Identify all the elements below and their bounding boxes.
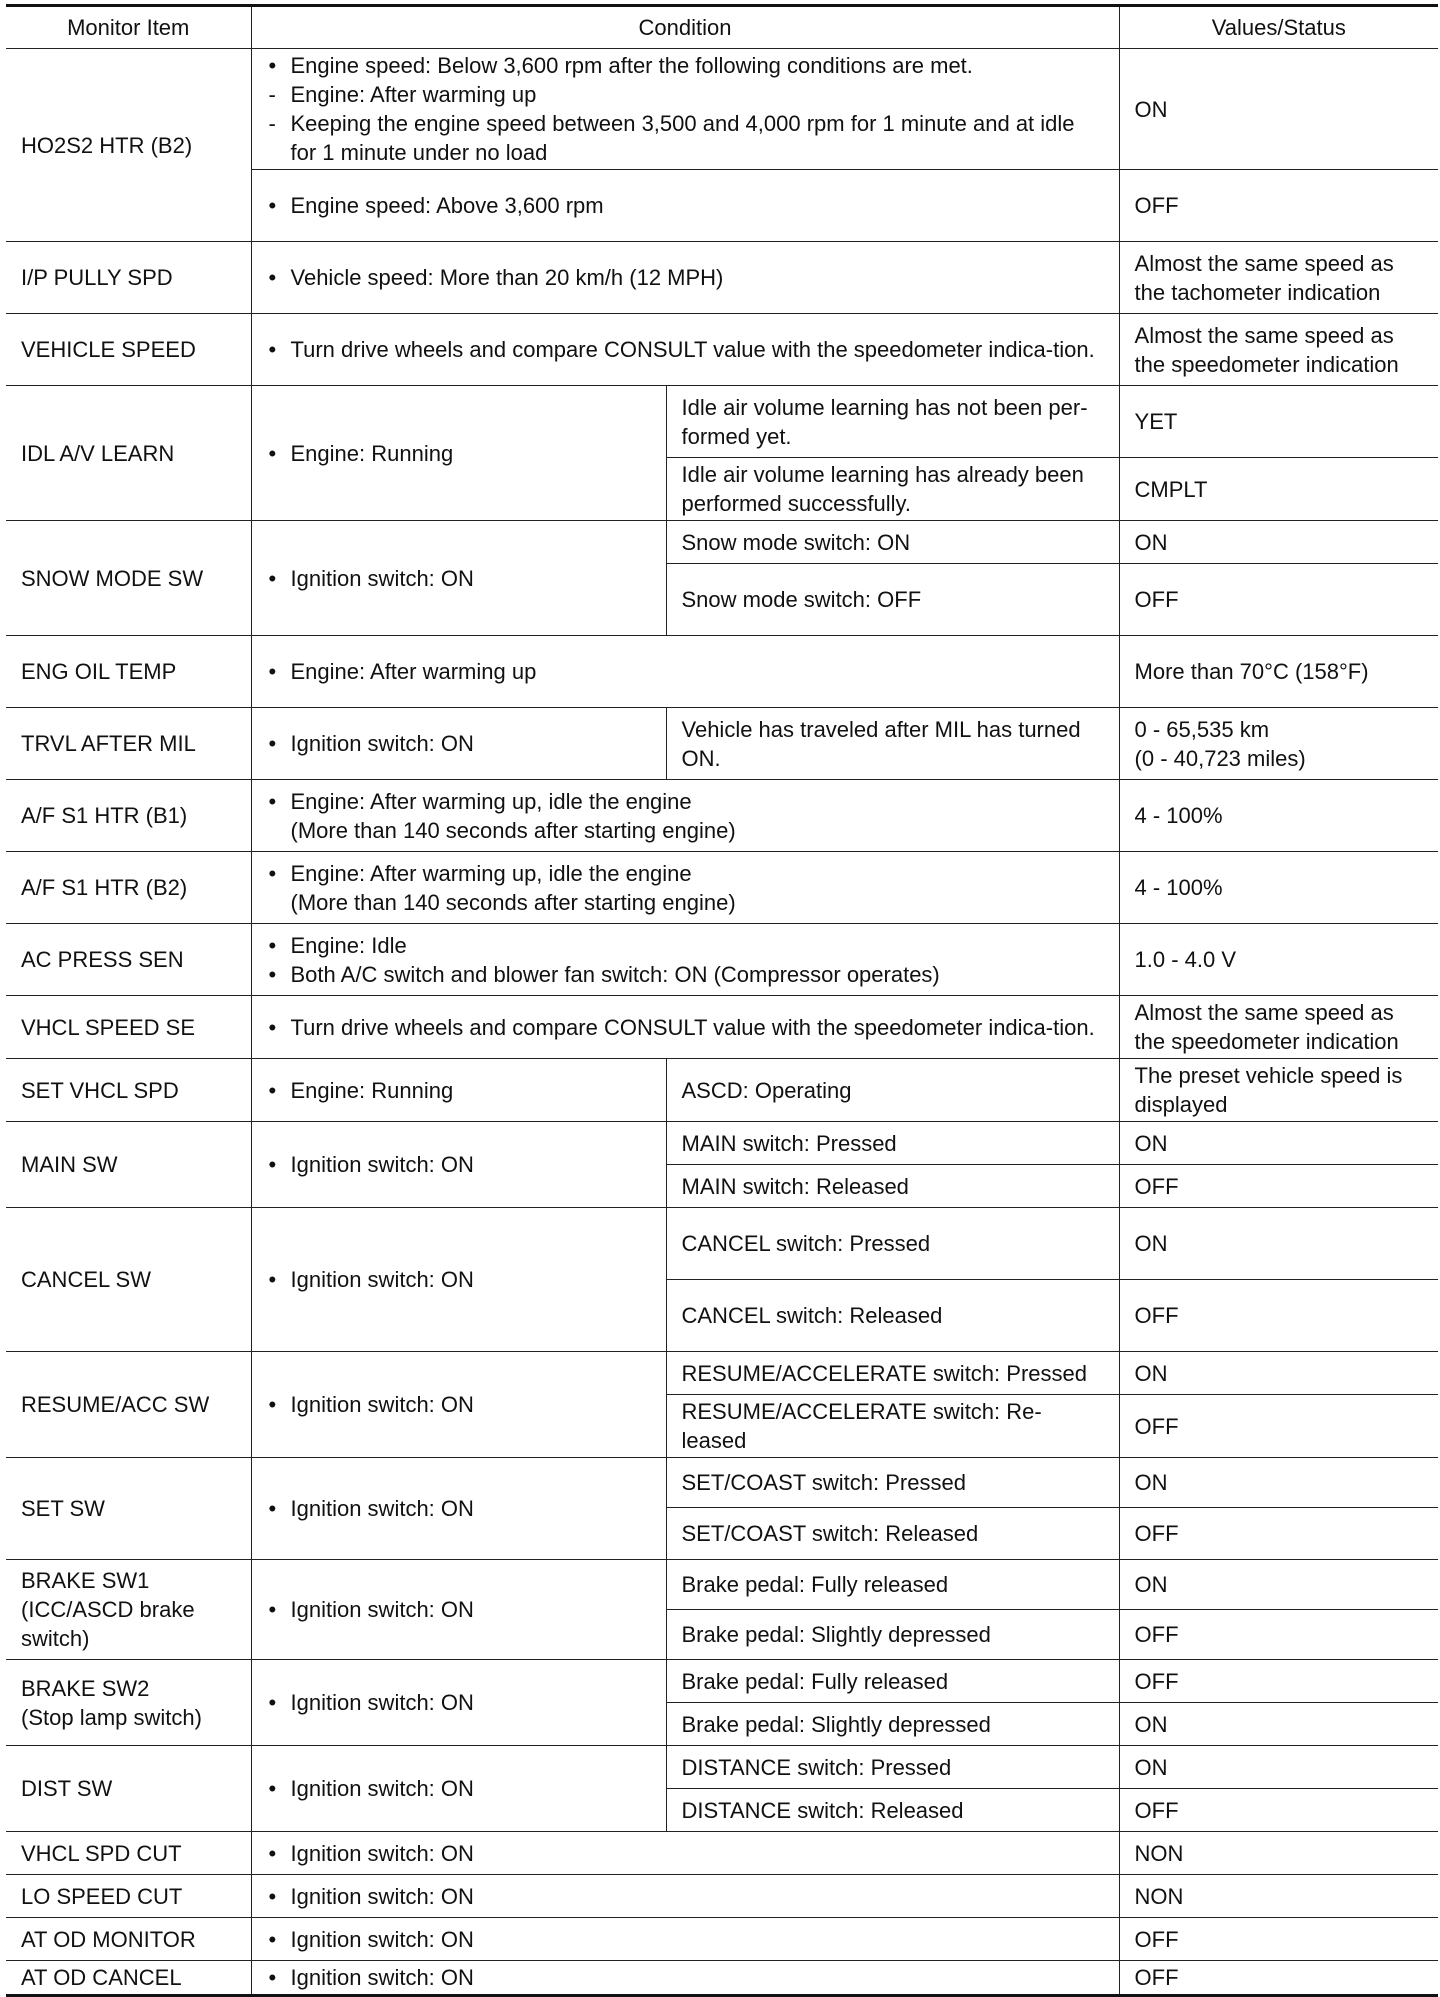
condition-text: • Engine: Idle — [267, 931, 1104, 960]
condition-bullet-list — [267, 1013, 1104, 1042]
sub-condition: DISTANCE switch: Released — [666, 1789, 1119, 1832]
condition-text: • Ignition switch: ON — [267, 1150, 651, 1179]
table-row — [6, 1660, 1438, 1703]
condition-bullet-list — [267, 1595, 651, 1624]
condition-text: • Engine: Running — [267, 439, 651, 468]
monitor-item: A/F S1 HTR (B1) — [6, 780, 251, 852]
condition-bullet-list — [267, 1839, 1104, 1868]
value-status: More than 70°C (158°F) — [1119, 636, 1438, 708]
table-body — [6, 6, 1438, 1996]
sub-condition: RESUME/ACCELERATE switch: Pressed — [666, 1352, 1119, 1395]
condition-bullet-list — [267, 1688, 651, 1717]
monitor-item: IDL A/V LEARN — [6, 386, 251, 521]
condition-bullet-list — [267, 191, 1104, 220]
table-row — [6, 852, 1438, 924]
table-row — [6, 521, 1438, 564]
value-status: The preset vehicle speed is displayed — [1119, 1059, 1438, 1122]
header-condition: Condition — [251, 6, 1119, 49]
sub-condition: ASCD: Operating — [666, 1059, 1119, 1122]
condition-bullet-list — [267, 335, 1104, 364]
value-status: OFF — [1119, 1660, 1438, 1703]
condition-bullet-list — [267, 1494, 651, 1523]
table-row — [6, 780, 1438, 852]
monitor-item: BRAKE SW2 (Stop lamp switch) — [6, 1660, 251, 1746]
monitor-item: RESUME/ACC SW — [6, 1352, 251, 1458]
condition-bullet-list — [267, 51, 1104, 167]
table-row — [6, 1458, 1438, 1508]
condition-cell — [251, 1352, 666, 1458]
value-status: NON — [1119, 1875, 1438, 1918]
table-row — [6, 1560, 1438, 1610]
condition-text: • Engine: After warming up, idle the engine (More than 140 seconds after starting engine) — [267, 787, 1104, 845]
sub-condition: MAIN switch: Released — [666, 1165, 1119, 1208]
value-status: ON — [1119, 1560, 1438, 1610]
condition-text: • Turn drive wheels and compare CONSULT value with the speedometer indica-tion. — [267, 335, 1104, 364]
condition-cell — [251, 1122, 666, 1208]
sub-condition: Brake pedal: Fully released — [666, 1660, 1119, 1703]
table-row — [6, 636, 1438, 708]
condition-cell — [251, 780, 1119, 852]
condition-cell — [251, 521, 666, 636]
condition-bullet-list — [267, 439, 651, 468]
condition-cell — [251, 1918, 1119, 1961]
monitor-item: VEHICLE SPEED — [6, 314, 251, 386]
condition-bullet-list — [267, 1882, 1104, 1911]
table-row — [6, 1961, 1438, 1996]
condition-bullet-list — [267, 1265, 651, 1294]
table-row — [6, 1122, 1438, 1165]
monitor-item: VHCL SPD CUT — [6, 1832, 251, 1875]
value-status: 1.0 - 4.0 V — [1119, 924, 1438, 996]
value-status: ON — [1119, 1703, 1438, 1746]
condition-cell — [251, 170, 1119, 242]
condition-text: - Engine: After warming up — [267, 80, 1104, 109]
sub-condition: DISTANCE switch: Pressed — [666, 1746, 1119, 1789]
condition-bullet-list — [267, 931, 1104, 989]
condition-bullet-list — [267, 657, 1104, 686]
value-status: ON — [1119, 1122, 1438, 1165]
condition-cell — [251, 1746, 666, 1832]
sub-condition: CANCEL switch: Pressed — [666, 1208, 1119, 1280]
value-status: ON — [1119, 1352, 1438, 1395]
table-row — [6, 1918, 1438, 1961]
condition-cell — [251, 1059, 666, 1122]
monitor-item: LO SPEED CUT — [6, 1875, 251, 1918]
table-row — [6, 924, 1438, 996]
value-status: ON — [1119, 1746, 1438, 1789]
value-status: OFF — [1119, 1918, 1438, 1961]
table-row — [6, 996, 1438, 1059]
monitor-item: BRAKE SW1 (ICC/ASCD brake switch) — [6, 1560, 251, 1660]
condition-cell — [251, 386, 666, 521]
monitor-item: CANCEL SW — [6, 1208, 251, 1352]
sub-condition: SET/COAST switch: Released — [666, 1508, 1119, 1560]
monitor-item: AC PRESS SEN — [6, 924, 251, 996]
condition-bullet-list — [267, 1076, 651, 1105]
sub-condition: Brake pedal: Slightly depressed — [666, 1610, 1119, 1660]
table-row — [6, 49, 1438, 170]
monitor-item: A/F S1 HTR (B2) — [6, 852, 251, 924]
monitor-item: AT OD MONITOR — [6, 1918, 251, 1961]
value-status: OFF — [1119, 1165, 1438, 1208]
condition-text: • Ignition switch: ON — [267, 1595, 651, 1624]
sub-condition: Vehicle has traveled after MIL has turned ON. — [666, 708, 1119, 780]
condition-text: • Ignition switch: ON — [267, 1494, 651, 1523]
sub-condition: CANCEL switch: Released — [666, 1280, 1119, 1352]
condition-cell — [251, 1832, 1119, 1875]
condition-bullet-list — [267, 263, 1104, 292]
condition-cell — [251, 924, 1119, 996]
value-status: OFF — [1119, 1610, 1438, 1660]
condition-text: • Ignition switch: ON — [267, 729, 651, 758]
condition-bullet-list — [267, 1150, 651, 1179]
value-status: ON — [1119, 1458, 1438, 1508]
condition-text: • Ignition switch: ON — [267, 1963, 1104, 1992]
header-row — [6, 6, 1438, 49]
condition-cell — [251, 852, 1119, 924]
condition-cell — [251, 636, 1119, 708]
sub-condition: Snow mode switch: ON — [666, 521, 1119, 564]
value-status: ON — [1119, 49, 1438, 170]
value-status: OFF — [1119, 1961, 1438, 1996]
condition-cell — [251, 1560, 666, 1660]
condition-cell — [251, 314, 1119, 386]
condition-cell — [251, 996, 1119, 1059]
condition-bullet-list — [267, 859, 1104, 917]
value-status: NON — [1119, 1832, 1438, 1875]
value-status: ON — [1119, 521, 1438, 564]
condition-bullet-list — [267, 1963, 1104, 1992]
value-status: Almost the same speed as the tachometer indication — [1119, 242, 1438, 314]
condition-cell — [251, 1660, 666, 1746]
condition-text: - Keeping the engine speed between 3,500 and 4,000 rpm for 1 minute and at idle for 1 minute under no load — [267, 109, 1104, 167]
table-row — [6, 1352, 1438, 1395]
monitor-item: TRVL AFTER MIL — [6, 708, 251, 780]
header-monitor-item: Monitor Item — [6, 6, 251, 49]
condition-bullet-list — [267, 1925, 1104, 1954]
condition-text: • Ignition switch: ON — [267, 1925, 1104, 1954]
value-status: ON — [1119, 1208, 1438, 1280]
value-status: Almost the same speed as the speedometer indication — [1119, 314, 1438, 386]
table-row — [6, 386, 1438, 458]
value-status: OFF — [1119, 1280, 1438, 1352]
table-row — [6, 1832, 1438, 1875]
monitor-item: DIST SW — [6, 1746, 251, 1832]
condition-text: • Ignition switch: ON — [267, 1774, 651, 1803]
condition-cell — [251, 242, 1119, 314]
table-row — [6, 1059, 1438, 1122]
sub-condition: Brake pedal: Slightly depressed — [666, 1703, 1119, 1746]
condition-text: • Ignition switch: ON — [267, 1688, 651, 1717]
sub-condition: MAIN switch: Pressed — [666, 1122, 1119, 1165]
condition-bullet-list — [267, 564, 651, 593]
condition-bullet-list — [267, 729, 651, 758]
condition-cell — [251, 1208, 666, 1352]
sub-condition: Snow mode switch: OFF — [666, 564, 1119, 636]
value-status: 4 - 100% — [1119, 780, 1438, 852]
sub-condition: Idle air volume learning has not been per-formed yet. — [666, 386, 1119, 458]
condition-text: • Ignition switch: ON — [267, 1390, 651, 1419]
value-status: OFF — [1119, 1395, 1438, 1458]
sub-condition: Brake pedal: Fully released — [666, 1560, 1119, 1610]
monitor-item: SET SW — [6, 1458, 251, 1560]
condition-bullet-list — [267, 787, 1104, 845]
value-status: YET — [1119, 386, 1438, 458]
value-status: Almost the same speed as the speedometer indication — [1119, 996, 1438, 1059]
monitor-item: MAIN SW — [6, 1122, 251, 1208]
condition-text: • Both A/C switch and blower fan switch: ON (Compressor operates) — [267, 960, 1104, 989]
monitor-item: AT OD CANCEL — [6, 1961, 251, 1996]
condition-text: • Vehicle speed: More than 20 km/h (12 MPH) — [267, 263, 1104, 292]
monitor-item: ENG OIL TEMP — [6, 636, 251, 708]
table-row — [6, 1875, 1438, 1918]
condition-text: • Engine speed: Above 3,600 rpm — [267, 191, 1104, 220]
condition-text: • Ignition switch: ON — [267, 1265, 651, 1294]
value-status: CMPLT — [1119, 458, 1438, 521]
condition-text: • Engine: After warming up, idle the engine (More than 140 seconds after starting engine) — [267, 859, 1104, 917]
condition-text: • Ignition switch: ON — [267, 564, 651, 593]
condition-cell — [251, 1458, 666, 1560]
monitor-item: I/P PULLY SPD — [6, 242, 251, 314]
value-status: OFF — [1119, 1789, 1438, 1832]
condition-text: • Ignition switch: ON — [267, 1882, 1104, 1911]
condition-cell — [251, 1961, 1119, 1996]
value-status: OFF — [1119, 170, 1438, 242]
monitor-item: HO2S2 HTR (B2) — [6, 49, 251, 242]
header-values-status: Values/Status — [1119, 6, 1438, 49]
table-row — [6, 708, 1438, 780]
condition-cell — [251, 49, 1119, 170]
value-status: OFF — [1119, 1508, 1438, 1560]
condition-bullet-list — [267, 1774, 651, 1803]
value-status: 0 - 65,535 km (0 - 40,723 miles) — [1119, 708, 1438, 780]
monitor-item: SET VHCL SPD — [6, 1059, 251, 1122]
condition-text: • Engine speed: Below 3,600 rpm after the following conditions are met. — [267, 51, 1104, 80]
table-row — [6, 242, 1438, 314]
condition-text: • Engine: After warming up — [267, 657, 1104, 686]
condition-text: • Ignition switch: ON — [267, 1839, 1104, 1868]
table-row — [6, 314, 1438, 386]
table-row — [6, 1208, 1438, 1280]
monitor-item: VHCL SPEED SE — [6, 996, 251, 1059]
value-status: 4 - 100% — [1119, 852, 1438, 924]
table-row — [6, 1746, 1438, 1789]
monitor-item: SNOW MODE SW — [6, 521, 251, 636]
sub-condition: Idle air volume learning has already been performed successfully. — [666, 458, 1119, 521]
monitor-item-table — [6, 4, 1438, 1997]
sub-condition: SET/COAST switch: Pressed — [666, 1458, 1119, 1508]
sub-condition: RESUME/ACCELERATE switch: Re-leased — [666, 1395, 1119, 1458]
condition-cell — [251, 708, 666, 780]
condition-text: • Engine: Running — [267, 1076, 651, 1105]
condition-cell — [251, 1875, 1119, 1918]
condition-text: • Turn drive wheels and compare CONSULT value with the speedometer indica-tion. — [267, 1013, 1104, 1042]
value-status: OFF — [1119, 564, 1438, 636]
condition-bullet-list — [267, 1390, 651, 1419]
